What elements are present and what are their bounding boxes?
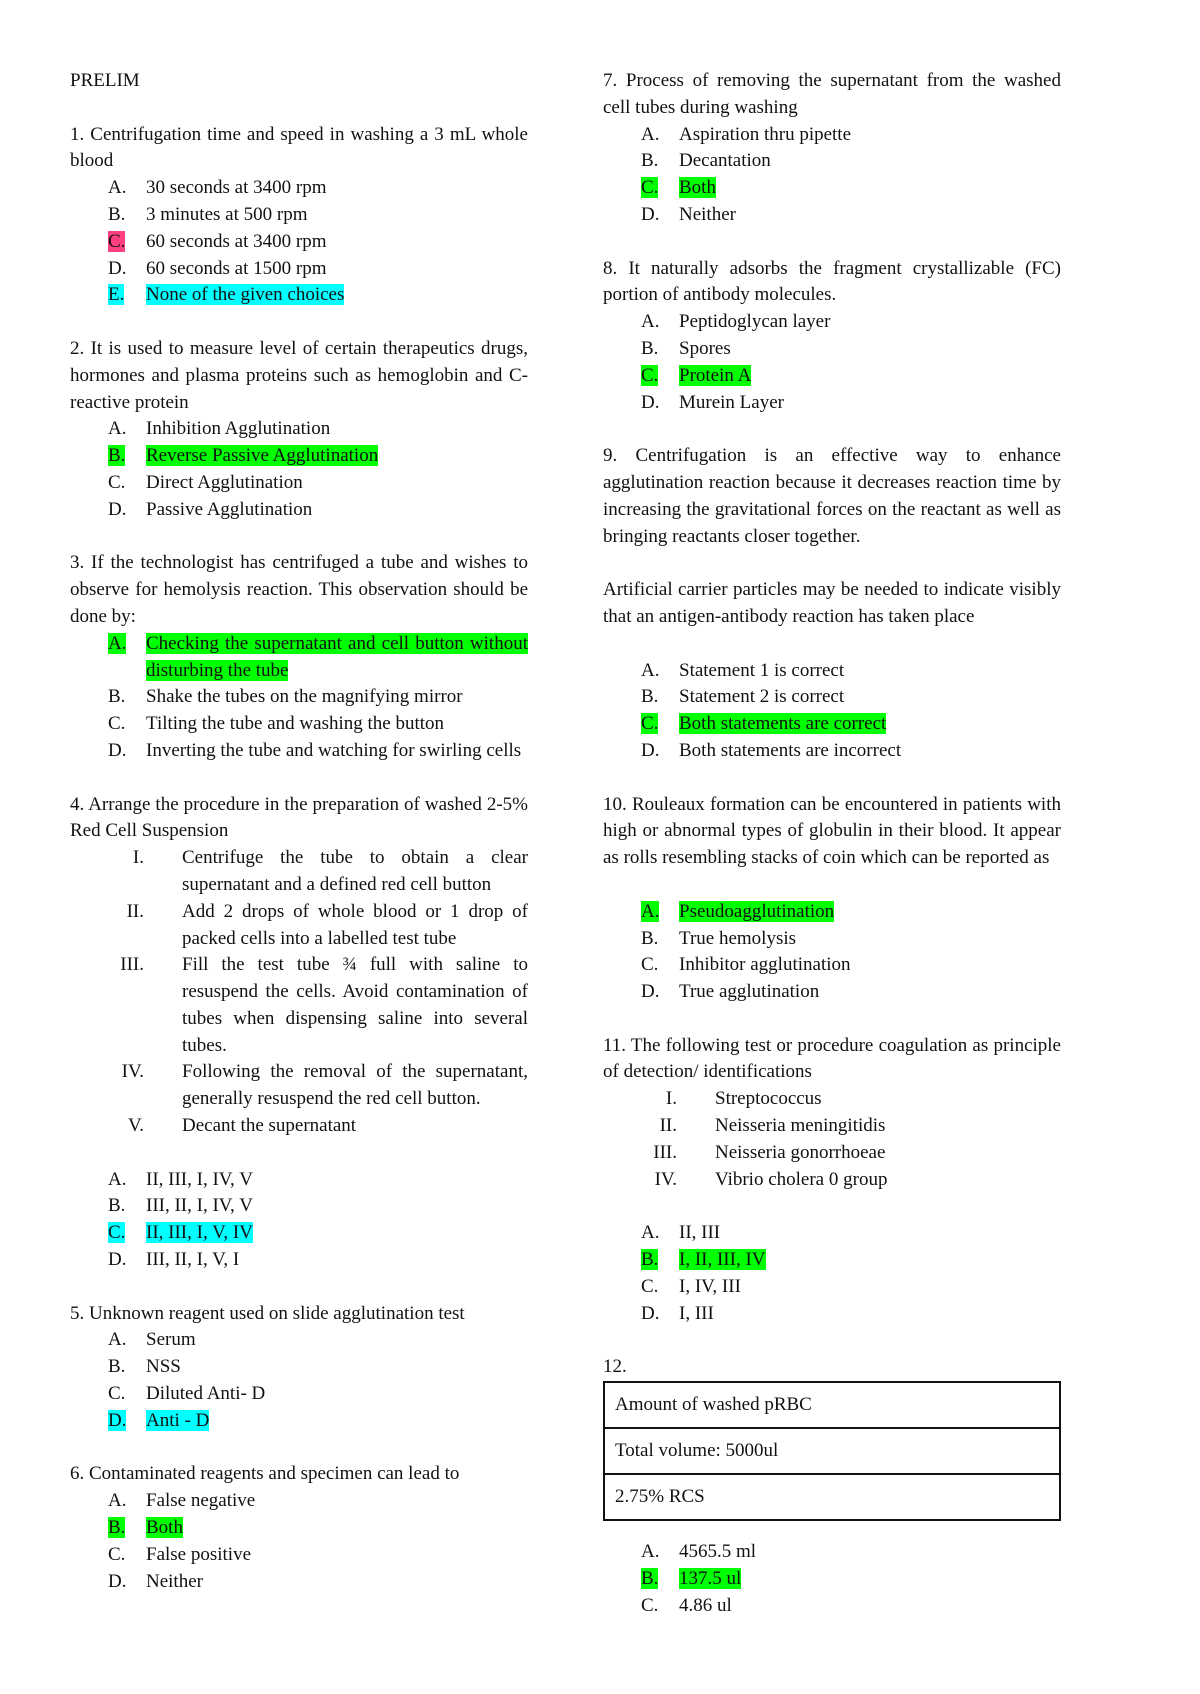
option-a (70, 1488, 528, 1515)
question-stem: 11. The following test or procedure coagulation as principle of detection/ identifications (603, 1034, 1061, 1083)
option-text: Inhibition Agglutination (146, 418, 331, 440)
option-b (70, 1515, 528, 1542)
option-e (70, 282, 528, 309)
option-d (603, 1301, 1061, 1328)
option-letter: A. (108, 1490, 127, 1512)
option-b (603, 926, 1061, 953)
step-text: Fill the test tube ¾ full with saline to resuspend the cells. Avoid contamination of tubes when dispensing saline into several tubes. (182, 954, 528, 1056)
green-highlight: B. (108, 445, 126, 467)
option-letter: A. (641, 1541, 660, 1563)
option-d (70, 497, 528, 524)
step-v (70, 1113, 528, 1140)
table-cell: Amount of washed pRBC (604, 1382, 1060, 1428)
question-11 (603, 1033, 1061, 1328)
option-text: I, III (679, 1302, 714, 1324)
option-a (603, 309, 1061, 336)
cyan-highlight: II, III, I, V, IV (146, 1222, 253, 1244)
option-text: 4565.5 ml (679, 1541, 757, 1563)
option-text: Both statements are incorrect (679, 739, 902, 761)
option-b (70, 1193, 528, 1220)
option-text (679, 711, 1061, 738)
option-letter: D. (641, 203, 660, 225)
option-letter: D. (641, 981, 660, 1003)
option-letter (603, 175, 679, 202)
option-d (70, 738, 528, 765)
option-letter: B. (641, 150, 659, 172)
option-letter (70, 282, 146, 309)
option-text (679, 363, 1061, 390)
option-letter: A. (641, 123, 660, 145)
green-highlight: Both statements are correct (679, 713, 887, 735)
option-text: Shake the tubes on the magnifying mirror (146, 686, 463, 708)
option-b (603, 148, 1061, 175)
question-stem: 3. If the technologist has centrifuged a tube and wishes to observe for hemolysis reaction. This observation should be done by: (70, 552, 528, 627)
option-c (70, 711, 528, 738)
option-letter: A. (108, 1329, 127, 1351)
option-text: II, III (679, 1222, 721, 1244)
green-highlight: A. (108, 632, 127, 654)
step-numeral: I. (132, 847, 144, 869)
option-text: Spores (679, 337, 731, 359)
option-text: Serum (146, 1329, 196, 1351)
option-letter: B. (641, 927, 659, 949)
green-highlight: I, II, III, IV (679, 1249, 766, 1271)
step-text: Add 2 drops of whole blood or 1 drop of packed cells into a labelled test tube (182, 900, 528, 949)
option-text (146, 282, 528, 309)
question-stem: 10. Rouleaux formation can be encountered in patients with high or abnormal types of globulin in their blood. It appear as rolls resembling stacks of coin which can be reported as (603, 793, 1061, 869)
item-i (603, 1086, 1061, 1113)
green-highlight: B. (108, 1517, 126, 1539)
option-letter: D. (108, 1570, 127, 1592)
green-highlight: A. (641, 900, 660, 922)
option-letter: D. (641, 739, 660, 761)
option-b (603, 1247, 1061, 1274)
item-ii (603, 1113, 1061, 1140)
option-letter (603, 899, 679, 926)
option-a (70, 1167, 528, 1194)
question-1 (70, 122, 528, 310)
question-9 (603, 443, 1061, 765)
option-text: III, II, I, V, I (146, 1249, 240, 1271)
item-numeral: III. (653, 1141, 677, 1163)
option-text: II, III, I, IV, V (146, 1168, 253, 1190)
option-text (679, 899, 1061, 926)
option-letter: B. (108, 1195, 126, 1217)
option-b (70, 684, 528, 711)
question-stem: 9. Centrifugation is an effective way to enhance agglutination reaction because it decreases reaction time by increasing the gravitational forces on the reactant as well as bringing reactants closer together. (603, 445, 1061, 547)
question-stem: 2. It is used to measure level of certain therapeutics drugs, hormones and plasma proteins such as hemoglobin and C- reactive protein (70, 337, 528, 413)
option-letter: C. (108, 471, 126, 493)
option-letter: B. (108, 686, 126, 708)
option-a (70, 175, 528, 202)
option-text: Peptidoglycan layer (679, 311, 831, 333)
option-b (70, 1354, 528, 1381)
option-text: 3 minutes at 500 rpm (146, 203, 308, 225)
option-text (146, 443, 528, 470)
question-3 (70, 550, 528, 764)
cyan-highlight: C. (108, 1222, 126, 1244)
item-text: Vibrio cholera 0 group (715, 1168, 888, 1190)
option-d (603, 979, 1061, 1006)
pink-highlight: C. (108, 230, 126, 252)
option-letter: A. (108, 418, 127, 440)
option-letter: D. (108, 739, 127, 761)
step-numeral: II. (126, 900, 144, 922)
option-a (603, 1539, 1061, 1566)
option-letter: D. (108, 257, 127, 279)
option-letter: D. (641, 391, 660, 413)
step-ii (70, 899, 528, 953)
option-letter (603, 1247, 679, 1274)
option-letter: A. (641, 659, 660, 681)
question-stem: 5. Unknown reagent used on slide agglutination test (70, 1302, 465, 1324)
question-4 (70, 792, 528, 1274)
option-text: Murein Layer (679, 391, 784, 413)
cyan-highlight: E. (108, 284, 125, 306)
option-text (679, 1247, 1061, 1274)
option-a (70, 1327, 528, 1354)
left-column (70, 68, 528, 1595)
option-c (603, 175, 1061, 202)
option-text: 60 seconds at 3400 rpm (146, 230, 327, 252)
option-letter (603, 363, 679, 390)
option-letter: D. (108, 498, 127, 520)
option-letter: C. (108, 1383, 126, 1405)
question-stem: 7. Process of removing the supernatant from the washed cell tubes during washing (603, 70, 1061, 118)
option-c (603, 1593, 1061, 1620)
green-highlight: 137.5 ul (679, 1567, 742, 1589)
option-text: Aspiration thru pipette (679, 123, 852, 145)
question-5 (70, 1301, 528, 1435)
item-numeral: IV. (654, 1168, 677, 1190)
option-text: Decantation (679, 150, 771, 172)
step-numeral: V. (127, 1115, 144, 1137)
option-letter: A. (641, 311, 660, 333)
option-text: 30 seconds at 3400 rpm (146, 177, 327, 199)
option-letter: A. (641, 1222, 660, 1244)
option-letter: A. (108, 1168, 127, 1190)
option-letter: C. (641, 954, 659, 976)
option-d (603, 202, 1061, 229)
option-b (603, 1566, 1061, 1593)
option-letter: C. (641, 1275, 659, 1297)
item-iii (603, 1140, 1061, 1167)
table-cell: 2.75% RCS (604, 1474, 1060, 1520)
option-c (70, 1542, 528, 1569)
option-text: Direct Agglutination (146, 471, 303, 493)
cyan-highlight: Anti - D (146, 1409, 210, 1431)
step-iii (70, 952, 528, 1059)
option-letter: A. (108, 177, 127, 199)
option-text: Passive Agglutination (146, 498, 313, 520)
question-2 (70, 336, 528, 524)
question-stem: 6. Contaminated reagents and specimen can lead to (70, 1463, 460, 1485)
question-stem: 1. Centrifugation time and speed in washing a 3 mL whole blood (70, 123, 528, 172)
green-highlight: Protein A (679, 364, 752, 386)
green-highlight: C. (641, 364, 659, 386)
green-highlight: C. (641, 177, 659, 199)
step-text: Decant the supernatant (182, 1115, 357, 1137)
option-c (603, 363, 1061, 390)
question-number: 12. (603, 1356, 627, 1378)
option-d (603, 738, 1061, 765)
step-iv (70, 1059, 528, 1113)
question-12 (603, 1354, 1061, 1619)
question-stem: 4. Arrange the procedure in the preparation of washed 2-5% Red Cell Suspension (70, 793, 528, 842)
option-letter (603, 711, 679, 738)
option-a (603, 658, 1061, 685)
option-text: Statement 2 is correct (679, 686, 845, 708)
option-text (146, 1220, 528, 1247)
question-8 (603, 256, 1061, 417)
option-text: Inverting the tube and watching for swirling cells (146, 739, 522, 761)
option-letter: C. (108, 713, 126, 735)
option-c (603, 711, 1061, 738)
option-text: I, IV, III (679, 1275, 741, 1297)
option-letter (70, 1515, 146, 1542)
green-highlight: Pseudoagglutination (679, 900, 835, 922)
option-text: False negative (146, 1490, 256, 1512)
option-letter (603, 1566, 679, 1593)
question-7 (603, 68, 1061, 229)
option-letter: D. (641, 1302, 660, 1324)
option-text: True agglutination (679, 981, 820, 1003)
green-highlight: C. (641, 713, 659, 735)
option-text (146, 1408, 528, 1435)
option-text: Neither (679, 203, 736, 225)
page-title: PRELIM (70, 70, 140, 91)
option-text: True hemolysis (679, 927, 797, 949)
table-cell: Total volume: 5000ul (604, 1428, 1060, 1474)
option-text: Neither (146, 1570, 203, 1592)
option-c (603, 1274, 1061, 1301)
option-letter: C. (108, 1543, 126, 1565)
option-b (70, 443, 528, 470)
question-10 (603, 792, 1061, 1006)
step-text: Following the removal of the supernatant, generally resuspend the red cell button. (182, 1061, 528, 1110)
option-text (146, 631, 528, 685)
item-numeral: I. (665, 1088, 677, 1110)
option-c (70, 1220, 528, 1247)
option-text: 4.86 ul (679, 1594, 732, 1616)
option-letter (70, 229, 146, 256)
item-text: Neisseria meningitidis (715, 1115, 886, 1137)
option-d (70, 1408, 528, 1435)
item-iv (603, 1167, 1061, 1194)
cyan-highlight: None of the given choices (146, 284, 345, 306)
option-d (70, 256, 528, 283)
question-statement-2: Artificial carrier particles may be needed to indicate visibly that an antigen-antibody reaction has taken place (603, 579, 1061, 627)
option-letter (70, 631, 146, 658)
option-text: Inhibitor agglutination (679, 954, 851, 976)
option-a (603, 899, 1061, 926)
item-numeral: II. (659, 1115, 677, 1137)
option-letter: D. (108, 1249, 127, 1271)
option-text: False positive (146, 1543, 252, 1565)
step-text: Centrifuge the tube to obtain a clear supernatant and a defined red cell button (182, 847, 528, 895)
option-letter: B. (108, 1356, 126, 1378)
option-d (70, 1247, 528, 1274)
cyan-highlight: D. (108, 1409, 127, 1431)
option-d (70, 1569, 528, 1596)
step-i (70, 845, 528, 899)
calculation-table (603, 1381, 1061, 1521)
item-text: Streptococcus (715, 1088, 822, 1110)
question-6 (70, 1461, 528, 1595)
green-highlight: Both (679, 177, 716, 199)
option-c (603, 952, 1061, 979)
option-letter: B. (108, 203, 126, 225)
green-highlight: Reverse Passive Agglutination (146, 445, 379, 467)
option-letter (70, 1220, 146, 1247)
step-numeral: IV. (121, 1061, 144, 1083)
item-text: Neisseria gonorrhoeae (715, 1141, 886, 1163)
step-numeral: III. (120, 954, 144, 976)
option-a (603, 122, 1061, 149)
option-c (70, 1381, 528, 1408)
option-a (603, 1220, 1061, 1247)
option-a (70, 631, 528, 685)
option-letter (70, 443, 146, 470)
right-column (603, 68, 1061, 1619)
green-highlight: Checking the supernatant and cell button without disturbing the tube (146, 632, 528, 681)
option-letter: C. (641, 1594, 659, 1616)
option-b (70, 202, 528, 229)
option-text: 60 seconds at 1500 rpm (146, 257, 327, 279)
option-text: Tilting the tube and washing the button (146, 713, 445, 735)
option-text (146, 1515, 528, 1542)
option-text: Diluted Anti- D (146, 1383, 266, 1405)
green-highlight: Both (146, 1517, 183, 1539)
option-text: Statement 1 is correct (679, 659, 845, 681)
option-text: III, II, I, IV, V (146, 1195, 253, 1217)
option-letter: B. (641, 686, 659, 708)
green-highlight: B. (641, 1249, 659, 1271)
option-d (603, 390, 1061, 417)
option-b (603, 684, 1061, 711)
option-text: NSS (146, 1356, 181, 1378)
option-letter (70, 1408, 146, 1435)
option-text (679, 175, 1061, 202)
option-letter: B. (641, 337, 659, 359)
question-stem: 8. It naturally adsorbs the fragment crystallizable (FC) portion of antibody molecules. (603, 257, 1061, 306)
option-text (679, 1566, 1061, 1593)
option-c (70, 470, 528, 497)
green-highlight: B. (641, 1567, 659, 1589)
option-b (603, 336, 1061, 363)
option-a (70, 416, 528, 443)
option-c (70, 229, 528, 256)
